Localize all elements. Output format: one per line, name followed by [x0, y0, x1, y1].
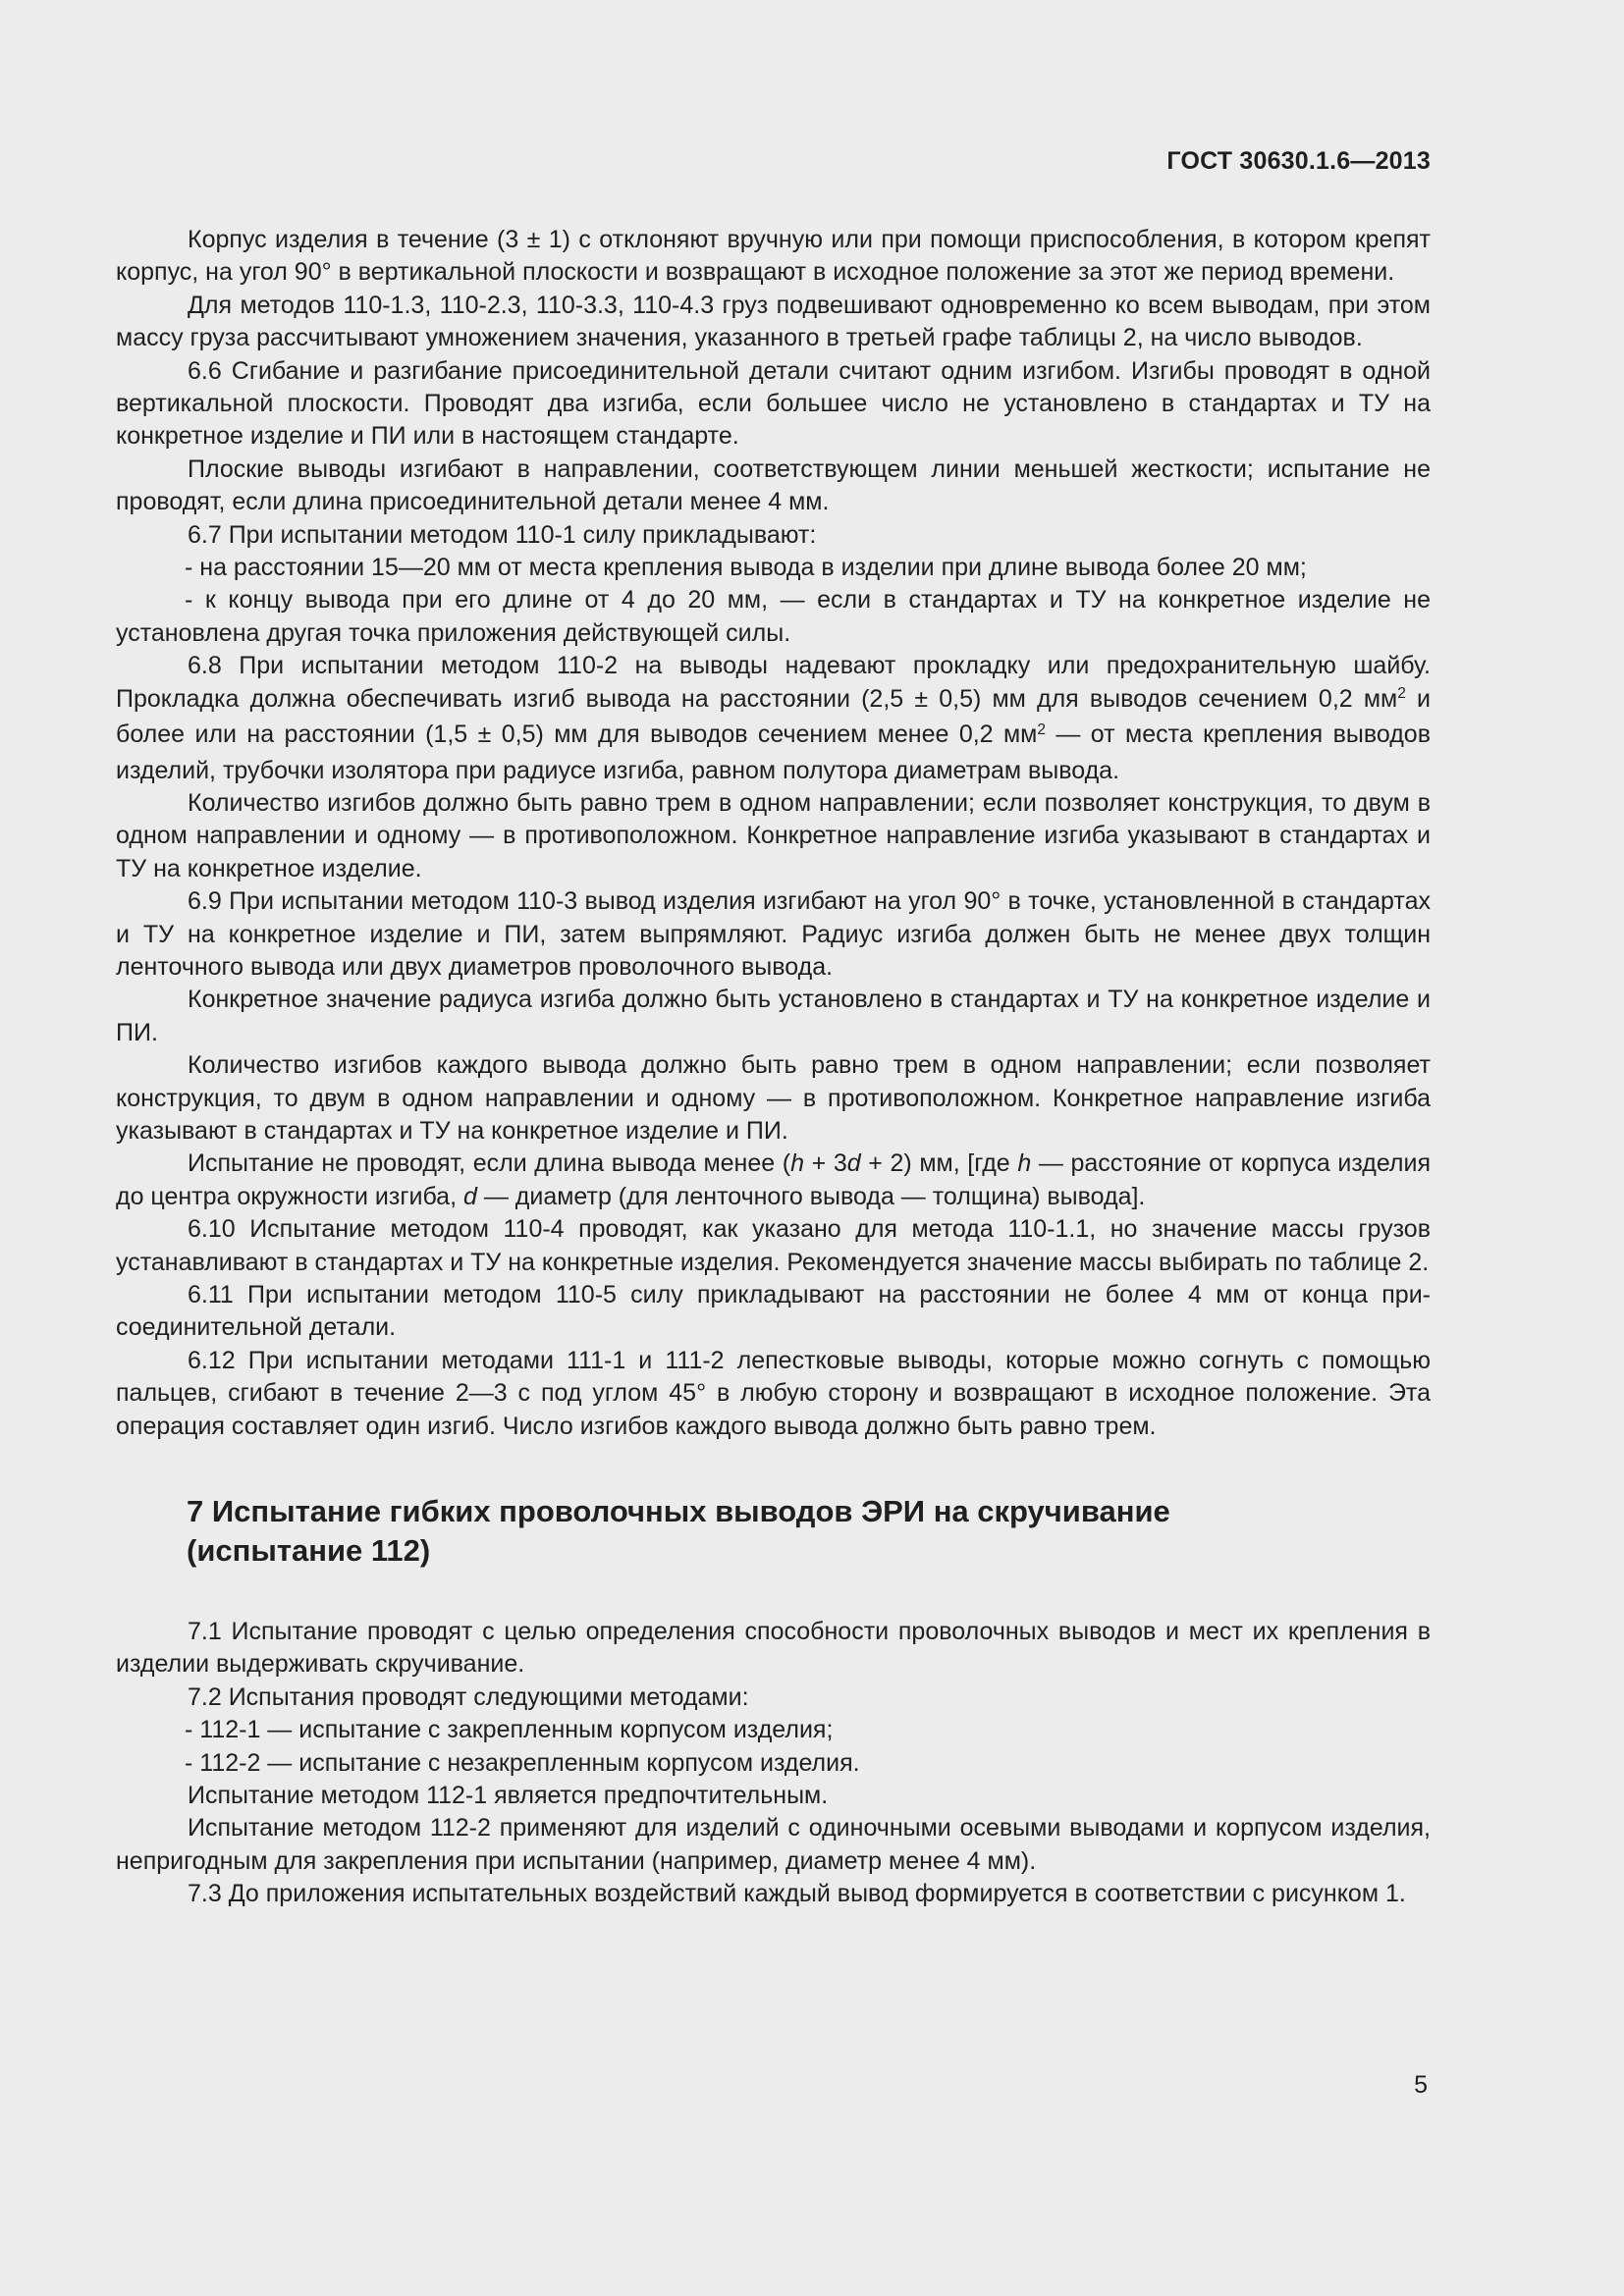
document-body	[116, 224, 1431, 1911]
paragraph: 6.12 При испытании методами 111-1 и 111-2 лепестковые выводы, которые можно согнуть с помощью пальцев, сгибают в течение 2—3 с под углом 45° в любую сторону и возвращают в исходное положение. Эта операция составляет один изгиб. Число изгибов каждого вывода должно быть равно трем.	[116, 1346, 1431, 1440]
superscript: 2	[1037, 721, 1046, 738]
paragraph: Количество изгибов должно быть равно трем в одном направлении; если позволяет конструкция, то двум в одном направлении и одному — в противоположном. Конкретное направление изгиба указывают в стандартах и ТУ на конкретное изделие.	[116, 788, 1431, 882]
section-heading	[187, 1492, 1431, 1571]
heading-line: (испытание 112)	[187, 1533, 431, 1569]
text-run: Испытание не проводят, если длина вывода менее (	[188, 1149, 791, 1178]
paragraph-6-8	[116, 650, 1431, 787]
list-item: - 112-2 — испытание с незакрепленным корпусом изделия.	[185, 1748, 860, 1777]
variable-d: d	[462, 1182, 477, 1210]
list-item: - 112-1 — испытание с закрепленным корпусом изделия;	[185, 1716, 834, 1744]
heading-line: 7 Испытание гибких проволочных выводов ЭРИ на скручивание	[187, 1494, 1170, 1529]
paragraph: Для методов 110-1.3, 110-2.3, 110-3.3, 110-4.3 груз подвешивают одновременно ко всем выводам, при этом массу груза рассчитывают умножением значения, указанного в третьей графе таблицы 2, на число выводов.	[116, 291, 1431, 352]
text-run: + 3	[804, 1149, 847, 1178]
paragraph-formula	[116, 1148, 1431, 1213]
text-run: — расстояние от корпуса изделия до центра окружности изгиба,	[116, 1149, 1431, 1210]
variable-h: h	[1017, 1149, 1032, 1178]
paragraph: 6.11 При испытании методом 110-5 силу прикладывают на расстоянии не более 4 мм от конца присоединительной детали.	[116, 1281, 1431, 1342]
paragraph: Испытание методом 112-2 применяют для изделий с одиночными осевыми выводами и корпусом изделия, непригодным для закрепления при испытании (например, диаметр менее 4 мм).	[116, 1814, 1431, 1875]
paragraph: 6.7 При испытании методом 110-1 силу прикладывают:	[188, 520, 817, 549]
text-run: и более или на расстоянии (1,5 ± 0,5) мм для выводов сечением менее 0,2 мм	[116, 684, 1431, 749]
paragraph: Испытание методом 112-1 является предпочтительным.	[188, 1782, 829, 1810]
text-run: — диаметр (для ленточного вывода — толщина) вывода].	[476, 1182, 1146, 1210]
variable-h: h	[790, 1149, 805, 1178]
standard-header: ГОСТ 30630.1.6—2013	[1166, 147, 1431, 175]
page-number: 5	[1414, 2071, 1428, 2099]
paragraph: 7.3 До приложения испытательных воздействий каждый вывод формируется в соответствии с рисунком 1.	[188, 1880, 1406, 1908]
paragraph: Плоские выводы изгибают в направлении, соответствующем линии меньшей жесткости; испытание не проводят, если длина присоединительной детали менее 4 мм.	[116, 454, 1431, 516]
list-item: - на расстоянии 15—20 мм от места крепления вывода в изделии при длине вывода более 20 мм;	[185, 554, 1307, 582]
paragraph: 6.10 Испытание методом 110-4 проводят, как указано для метода 110-1.1, но значение массы грузов устанавливают в стандартах и ТУ на конкретные изделия. Рекомендуется значение массы выбирать по таблице 2.	[116, 1215, 1431, 1276]
superscript: 2	[1397, 685, 1406, 703]
paragraph: 7.1 Испытание проводят с целью определения способности проволочных выводов и мест их крепления в изделии выдерживать скручивание.	[116, 1618, 1431, 1679]
paragraph: Корпус изделия в течение (3 ± 1) с отклоняют вручную или при помощи приспособления, в котором крепят корпус, на угол 90° в вертикальной плоскости и возвращают в исходное положение за этот же период времени.	[116, 226, 1431, 287]
paragraph: Конкретное значение радиуса изгиба должно быть установлено в стандартах и ТУ на конкретное изделие и ПИ.	[116, 986, 1431, 1046]
text-run: + 2) мм, [где	[860, 1149, 1018, 1178]
text-run: 6.8 При испытании методом 110-2 на выводы надевают прокладку или предохранительную шайбу. Прокладка должна обеспечивать изгиб вывода на расстоянии (2,5 ± 0,5) мм для выводов сечением 0,2 мм	[116, 652, 1431, 713]
paragraph: 6.9 При испытании методом 110-3 вывод изделия изгибают на угол 90° в точке, установленной в стандартах и ТУ на конкретное изделие и ПИ, затем выпрямляют. Радиус изгиба должен быть не менее двух толщин ленточного вывода или двух диаметров проволочного вывода.	[116, 887, 1431, 981]
variable-d: d	[846, 1149, 861, 1178]
list-item: - к концу вывода при его длине от 4 до 20 мм, — если в стандартах и ТУ на конкретное изделие не установлена другая точка приложения действующей силы.	[116, 586, 1431, 647]
paragraph: 7.2 Испытания проводят следующими методами:	[188, 1682, 749, 1711]
paragraph: Количество изгибов каждого вывода должно быть равно трем в одном направлении; если позволяет конструкция, то двум в одном направлении и одному — в противоположном. Конкретное направление изгиба указывают в стандартах и ТУ на конкретное изделие и ПИ.	[116, 1051, 1431, 1145]
text-run: — от места крепления выводов изделий, трубочки изолятора при радиусе изгиба, равном полутора диаметрам вывода.	[116, 721, 1431, 784]
paragraph: 6.6 Сгибание и разгибание присоединительной детали считают одним изгибом. Изгибы проводят в одной вертикальной плоскости. Проводят два изгиба, если большее число не установлено в стандартах и ТУ на конкретное изделие и ПИ или в настоящем стандарте.	[116, 356, 1431, 451]
